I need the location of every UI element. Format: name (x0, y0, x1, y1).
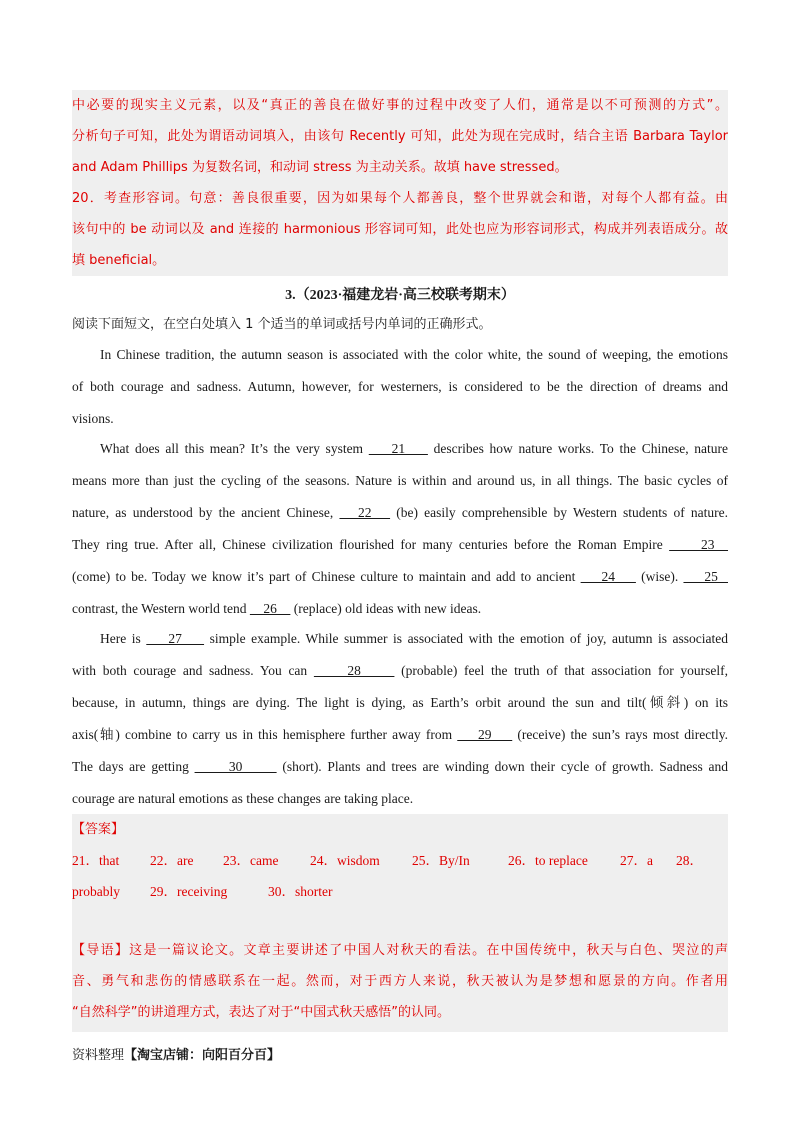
p2-line-2: means more than just the cycling of the seasons. Nature is within and around us, in all things. The basic cycles of (72, 473, 728, 488)
p2-text: describes how nature works. To the Chinese, nature (427, 441, 728, 456)
p2-text: nature, as understood by the ancient Chinese, (72, 505, 340, 520)
guide-line-1: 【导语】这是一篇议论文。文章主要讲述了中国人对秋天的看法。在中国传统中，秋天与白色、哭泣的声 (72, 943, 728, 958)
previous-answer-text (72, 90, 728, 276)
answer-spacer (72, 907, 728, 935)
p2-text: (wise). (635, 569, 684, 584)
p3-line-4 (72, 719, 728, 751)
answer-29: 29．receiving (150, 884, 228, 899)
guide-line-2: 音、勇气和悲伤的情感联系在一起。然而，对于西方人来说，秋天被认为是梦想和愿景的方向。作者用 (72, 974, 728, 989)
question-instruction: 阅读下面短文，在空白处填入 1 个适当的单词或括号内单词的正确形式。 (72, 317, 492, 332)
p2-text: (come) to be. Today we know it’s part of Chinese culture to maintain and add to ancient (72, 569, 581, 584)
p3-text: The days are getting (72, 759, 195, 774)
answer-row-1 (72, 845, 728, 876)
p2-text: (be) easily comprehensible by Western students of nature. (390, 505, 728, 520)
answer-22: 22．are (150, 853, 194, 868)
passage-paragraph-2 (72, 433, 728, 625)
p3-text: simple example. While summer is associated with the emotion of joy, autumn is associated (204, 631, 728, 646)
answer-24: 24．wisdom (310, 853, 380, 868)
answer-23: 23．came (223, 853, 279, 868)
footer (72, 1046, 280, 1066)
p3-line-2 (72, 655, 728, 687)
p2-text: They ring true. After all, Chinese civilization flourished for many centuries before the Roman Empire (72, 537, 670, 552)
passage-paragraph-3 (72, 623, 728, 815)
prev-line-6: 填 beneficial。 (72, 253, 166, 268)
p2-text: contrast, the Western world tend (72, 601, 250, 616)
blank-26: 26 (249, 601, 291, 616)
blank-25: 25 (683, 569, 728, 584)
footer-prefix: 资料整理 (72, 1048, 125, 1063)
blank-29: 29 (457, 727, 513, 742)
blank-22: 22 (339, 505, 391, 520)
p3-text: (receive) the sun’s rays most directly. (512, 727, 729, 742)
p3-line-5 (72, 751, 728, 783)
answer-27: 27．a (620, 853, 653, 868)
p2-text: (replace) old ideas with new ideas. (290, 601, 482, 616)
answer-guide (72, 935, 728, 1028)
p2-line-5 (72, 561, 728, 593)
p3-line-6: courage are natural emotions as these changes are taking place. (72, 791, 414, 806)
p3-text: (probable) feel the truth of that association for yourself, (394, 663, 729, 678)
p3-line-1 (72, 623, 728, 655)
answer-25: 25．By/In (412, 853, 470, 868)
answer-26: 26．to replace (508, 853, 588, 868)
blank-23: 23 (669, 537, 729, 552)
p3-text: Here is (100, 631, 147, 646)
answer-row-2 (72, 876, 728, 907)
p1-line-2: of both courage and sadness. Autumn, however, for westerners, is considered to be the direction of dreams and (72, 379, 728, 394)
blank-30: 30 (194, 759, 277, 774)
p1-line-1: In Chinese tradition, the autumn season is associated with the color white, the sound of weeping, the emotions (100, 347, 728, 362)
p3-text: (short). Plants and trees are winding down their cycle of growth. Sadness and (276, 759, 729, 774)
guide-line-3: “自然科学”的讲道理方式，表达了对于“中国式秋天感悟”的认同。 (72, 1005, 450, 1020)
blank-28: 28 (313, 663, 395, 678)
answer-heading: 【答案】 (72, 822, 125, 837)
prev-line-4: 20．考查形容词。句意：善良很重要，因为如果每个人都善良，整个世界就会和谐，对每个人都有益。由 (72, 191, 728, 206)
p2-line-6 (72, 593, 728, 625)
footer-shop: 【淘宝店铺：向阳百分百】 (124, 1048, 281, 1063)
answer-text (72, 814, 728, 1028)
p1-line-3: visions. (72, 411, 114, 426)
p2-line-3 (72, 497, 728, 529)
answer-28-number: 28． (676, 853, 703, 868)
p3-text: with both courage and sadness. You can (72, 663, 314, 678)
p2-text: What does all this mean? It’s the very system (100, 441, 369, 456)
prev-line-2: 分析句子可知，此处为谓语动词填入，由该句 Recently 可知，此处为现在完成时，结合主语 Barbara Taylor (72, 129, 728, 144)
question-title: 3.（2023·福建龙岩·高三校联考期末） (285, 288, 515, 303)
blank-24: 24 (580, 569, 636, 584)
p2-line-4 (72, 529, 728, 561)
blank-27: 27 (146, 631, 205, 646)
p2-line-1 (72, 433, 728, 465)
answer-28-word: probably (72, 884, 120, 899)
prev-line-1: 中必要的现实主义元素，以及“真正的善良在做好事的过程中改变了人们，通常是以不可预测的方式”。 (72, 98, 728, 113)
passage-paragraph-1 (72, 339, 728, 435)
answer-21: 21．that (72, 853, 120, 868)
p3-line-3: because, in autumn, things are dying. The light is dying, as Earth’s orbit around the sun and tilt(倾斜) on its (72, 695, 728, 710)
prev-line-5: 该句中的 be 动词以及 and 连接的 harmonious 形容词可知，此处也应为形容词形式，构成并列表语成分。故 (72, 222, 728, 237)
blank-21: 21 (368, 441, 428, 456)
p3-text: axis(轴) combine to carry us in this hemisphere further away from (72, 727, 458, 742)
prev-line-3: and Adam Phillips 为复数名词，和动词 stress 为主动关系。故填 have stressed。 (72, 160, 568, 175)
answer-30: 30．shorter (268, 884, 333, 899)
